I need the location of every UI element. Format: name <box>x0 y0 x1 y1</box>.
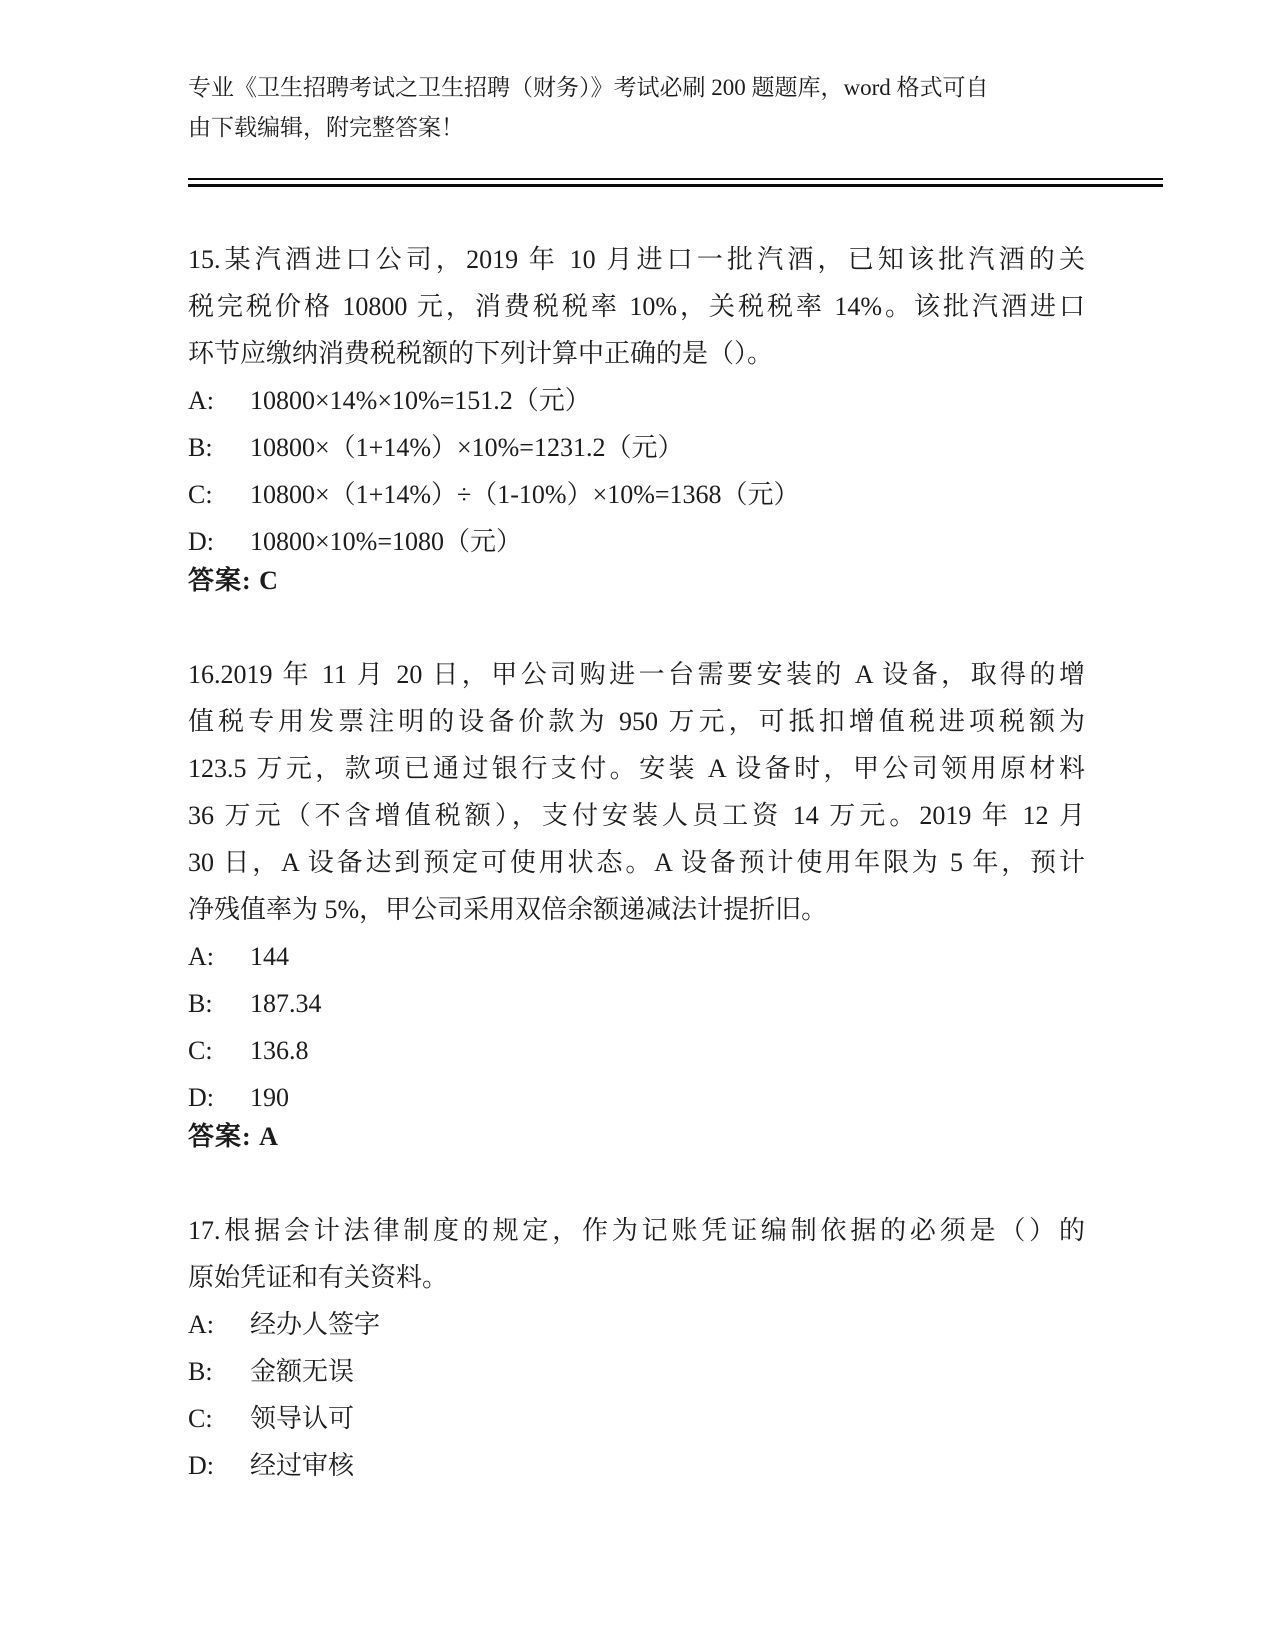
option-label: A: <box>188 1310 214 1339</box>
question-block-17 <box>188 1207 1275 1489</box>
option-row-a <box>188 377 1148 424</box>
option-text: 10800×（1+14%）×10%=1231.2（元） <box>250 433 684 462</box>
option-text: 10800×（1+14%）÷（1-10%）×10%=1368（元） <box>250 480 800 509</box>
option-text: 领导认可 <box>250 1404 355 1433</box>
question-block-16 <box>188 651 1275 1160</box>
option-text: 经办人签字 <box>250 1310 381 1339</box>
question-stem <box>188 1207 1085 1301</box>
option-row-d <box>188 1442 1148 1489</box>
option-label: B: <box>188 1357 213 1386</box>
option-text: 金额无误 <box>250 1357 355 1386</box>
option-label: A: <box>188 386 214 415</box>
option-label: D: <box>188 1451 214 1480</box>
stem-line: 原始凭证和有关资料。 <box>188 1263 449 1292</box>
question-stem <box>188 236 1085 377</box>
option-label: B: <box>188 433 213 462</box>
stem-line: 16.2019 年 11 月 20 日，甲公司购进一台需要安装的 A 设备，取得的增 <box>188 660 1085 689</box>
stem-line: 15.某汽酒进口公司，2019 年 10 月进口一批汽酒，已知该批汽酒的关 <box>188 245 1085 274</box>
answer-line: 答案: C <box>188 566 279 595</box>
question-stem <box>188 651 1085 933</box>
stem-line: 值税专用发票注明的设备价款为 950 万元，可抵扣增值税进项税额为 <box>188 707 1085 736</box>
stem-line: 环节应缴纳消费税税额的下列计算中正确的是（）。 <box>188 339 774 368</box>
stem-line: 净残值率为 5%，甲公司采用双倍余额递减法计提折旧。 <box>188 895 828 924</box>
option-row-b <box>188 424 1148 471</box>
option-text: 10800×14%×10%=151.2（元） <box>250 386 591 415</box>
option-row-a <box>188 933 1148 980</box>
option-row-c <box>188 1027 1148 1074</box>
option-label: C: <box>188 1404 213 1433</box>
answer-line: 答案: A <box>188 1122 279 1151</box>
option-label: C: <box>188 1036 213 1065</box>
option-row-c <box>188 1395 1148 1442</box>
option-row-b <box>188 1348 1148 1395</box>
option-label: D: <box>188 1083 214 1112</box>
option-label: A: <box>188 942 214 971</box>
option-text: 190 <box>250 1083 289 1112</box>
option-row-a <box>188 1301 1148 1348</box>
option-text: 136.8 <box>250 1036 309 1065</box>
option-row-c <box>188 471 1148 518</box>
option-text: 187.34 <box>250 989 322 1018</box>
stem-line: 税完税价格 10800 元，消费税税率 10%，关税税率 14%。该批汽酒进口 <box>188 292 1085 321</box>
option-label: D: <box>188 527 214 556</box>
option-row-b <box>188 980 1148 1027</box>
option-text: 144 <box>250 942 289 971</box>
option-label: B: <box>188 989 213 1018</box>
header-divider-line <box>188 178 1163 187</box>
header-text-line-1: 专业《卫生招聘考试之卫生招聘（财务）》考试必刷 200 题题库，word 格式可自 <box>188 75 989 100</box>
option-label: C: <box>188 480 213 509</box>
header-text-line-2: 由下载编辑，附完整答案！ <box>188 115 464 140</box>
option-text: 10800×10%=1080（元） <box>250 527 522 556</box>
stem-line: 30 日，A 设备达到预定可使用状态。A 设备预计使用年限为 5 年，预计 <box>188 848 1085 877</box>
stem-line: 123.5 万元，款项已通过银行支付。安装 A 设备时，甲公司领用原材料 <box>188 754 1085 783</box>
stem-line: 36 万元（不含增值税额），支付安装人员工资 14 万元。2019 年 12 月 <box>188 801 1085 830</box>
stem-line: 17.根据会计法律制度的规定，作为记账凭证编制依据的必须是（）的 <box>188 1216 1085 1245</box>
question-block-15 <box>188 236 1275 604</box>
page-header <box>188 68 1028 148</box>
option-text: 经过审核 <box>250 1451 355 1480</box>
